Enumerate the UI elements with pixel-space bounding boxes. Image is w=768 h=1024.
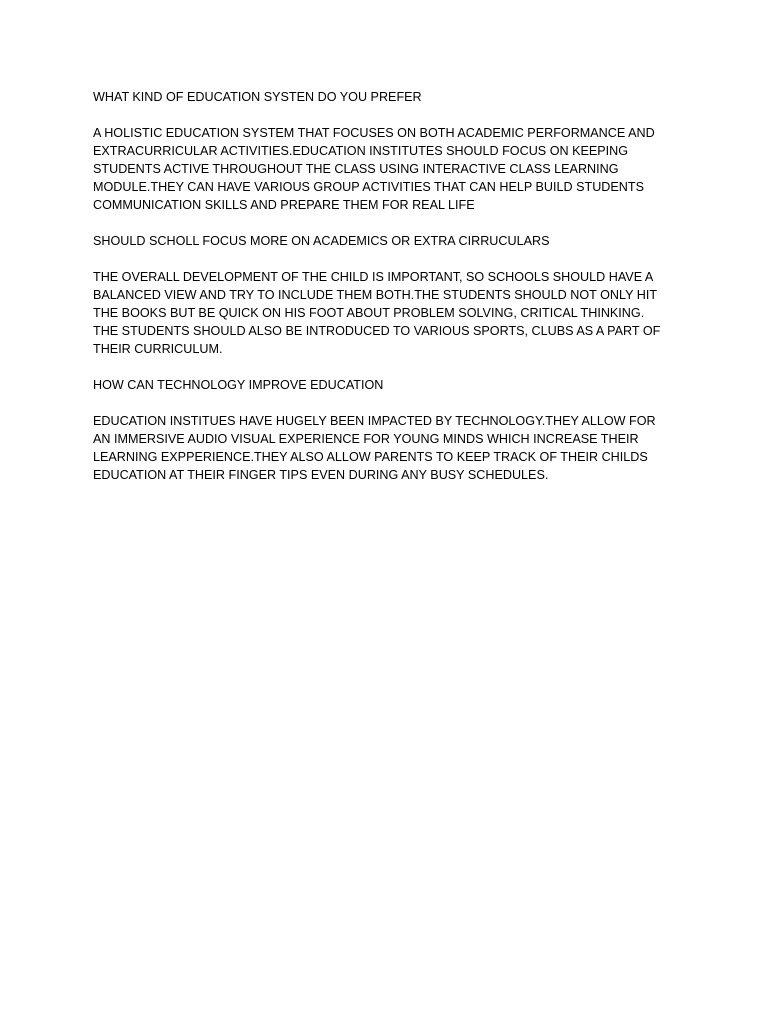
answer-paragraph [93, 412, 683, 484]
answer-paragraph [93, 124, 683, 214]
answer-line: COMMUNICATION SKILLS AND PREPARE THEM FOR REAL LIFE [93, 198, 475, 212]
answer-line: THEIR CURRICULUM. [93, 342, 223, 356]
answer-line: MODULE.THEY CAN HAVE VARIOUS GROUP ACTIVITIES THAT CAN HELP BUILD STUDENTS [93, 180, 644, 194]
answer-line: A HOLISTIC EDUCATION SYSTEM THAT FOCUSES ON BOTH ACADEMIC PERFORMANCE AND [93, 126, 655, 140]
answer-line: LEARNING EXPPERIENCE.THEY ALSO ALLOW PARENTS TO KEEP TRACK OF THEIR CHILDS [93, 450, 648, 464]
answer-line: EDUCATION AT THEIR FINGER TIPS EVEN DURING ANY BUSY SCHEDULES. [93, 468, 549, 482]
answer-line: THE OVERALL DEVELOPMENT OF THE CHILD IS IMPORTANT, SO SCHOOLS SHOULD HAVE A [93, 270, 654, 284]
answer-line: BALANCED VIEW AND TRY TO INCLUDE THEM BOTH.THE STUDENTS SHOULD NOT ONLY HIT [93, 288, 658, 302]
answer-line: EXTRACURRICULAR ACTIVITIES.EDUCATION INSTITUTES SHOULD FOCUS ON KEEPING [93, 144, 629, 158]
answer-line: THE BOOKS BUT BE QUICK ON HIS FOOT ABOUT PROBLEM SOLVING, CRITICAL THINKING. [93, 306, 645, 320]
question-heading: SHOULD SCHOLL FOCUS MORE ON ACADEMICS OR EXTRA CIRRUCULARS [93, 234, 550, 248]
answer-line: THE STUDENTS SHOULD ALSO BE INTRODUCED TO VARIOUS SPORTS, CLUBS AS A PART OF [93, 324, 661, 338]
answer-line: AN IMMERSIVE AUDIO VISUAL EXPERIENCE FOR YOUNG MINDS WHICH INCREASE THEIR [93, 432, 639, 446]
question-heading: HOW CAN TECHNOLOGY IMPROVE EDUCATION [93, 378, 384, 392]
answer-line: EDUCATION INSTITUES HAVE HUGELY BEEN IMPACTED BY TECHNOLOGY.THEY ALLOW FOR [93, 414, 656, 428]
document-body [93, 88, 683, 502]
answer-line: STUDENTS ACTIVE THROUGHOUT THE CLASS USING INTERACTIVE CLASS LEARNING [93, 162, 619, 176]
answer-paragraph [93, 268, 683, 358]
question-heading: WHAT KIND OF EDUCATION SYSTEN DO YOU PREFER [93, 90, 422, 104]
